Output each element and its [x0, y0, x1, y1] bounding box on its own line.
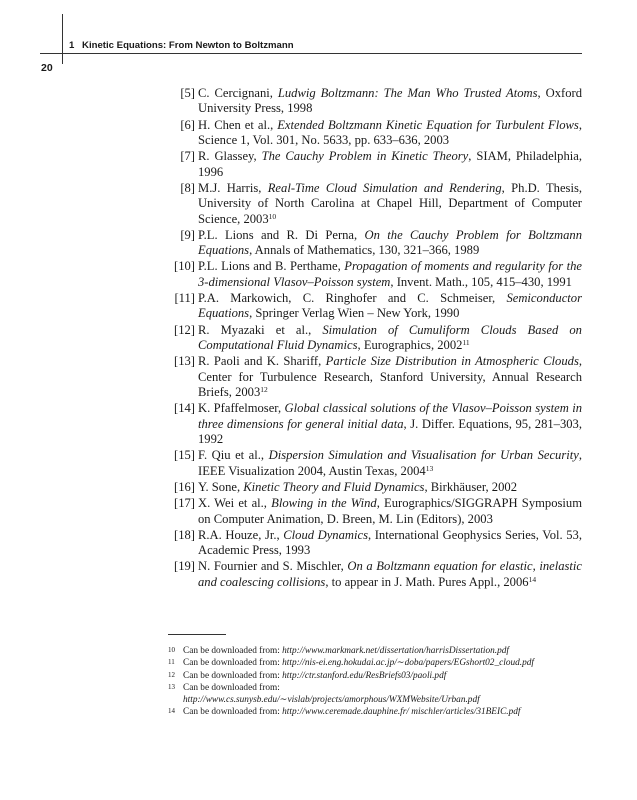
reference-number: [19]	[174, 559, 195, 574]
reference-details: , Oxford University Press, 1998	[198, 86, 583, 116]
reference-number: [14]	[174, 401, 195, 416]
reference-title: The Cauchy Problem in Kinetic Theory	[261, 149, 469, 164]
footnote-url: http://www.ceremade.dauphine.fr/ mischler/articles/31BEIC.pdf	[282, 707, 521, 718]
page-number: 20	[41, 62, 53, 74]
footnote-url: http://www.cs.sunysb.edu/∼vislab/projects/amorphous/WXMWebsite/Urban.pdf	[183, 695, 480, 706]
footnote-rule	[168, 634, 226, 635]
reference-title: Particle Size Distribution in Atmospheric Clouds	[325, 354, 579, 369]
reference-title: Real-Time Cloud Simulation and Rendering	[267, 180, 502, 195]
reference-item	[162, 480, 582, 495]
reference-title: Extended Boltzmann Kinetic Equation for Turbulent Flows	[277, 117, 579, 132]
reference-details: , Invent. Math., 105, 415–430, 1991	[390, 274, 572, 289]
reference-item	[162, 259, 582, 290]
reference-authors: P.L. Lions and B. Perthame,	[198, 259, 345, 274]
chapter-title: Kinetic Equations: From Newton to Boltzmann	[82, 40, 294, 51]
reference-item	[162, 528, 582, 559]
footnote-number: 13	[168, 682, 175, 691]
reference-item	[162, 181, 582, 227]
reference-details: , Ph.D. Thesis, University of North Carolina at Chapel Hill, Department of Computer Science, 2003	[198, 180, 582, 226]
reference-item	[162, 291, 582, 322]
reference-title: Kinetic Theory and Fluid Dynamics	[243, 479, 425, 494]
footnote-text: Can be downloaded from:	[183, 682, 280, 693]
reference-details: , Center for Turbulence Research, Stanford University, Annual Research Briefs, 2003	[198, 354, 582, 400]
reference-authors: M.J. Harris,	[198, 180, 268, 195]
reference-title: Cloud Dynamics	[283, 527, 368, 542]
reference-item	[162, 118, 582, 149]
chapter-number: 1	[69, 40, 75, 51]
reference-authors: P.L. Lions and R. Di Perna,	[198, 227, 365, 242]
footnote-marker: 12	[260, 385, 268, 395]
reference-authors: Y. Sone,	[198, 479, 244, 494]
reference-authors: K. Pfaffelmoser,	[198, 401, 285, 416]
reference-details: , Birkhäuser, 2002	[424, 479, 517, 494]
running-head	[69, 40, 294, 51]
reference-authors: R. Paoli and K. Shariff,	[198, 354, 326, 369]
reference-title: On the Cauchy Problem for Boltzmann Equations	[198, 227, 582, 258]
footnote-marker: 11	[462, 338, 470, 348]
footnote-url: http://nis-ei.eng.hokudai.ac.jp/∼doba/papers/EGshort02_cloud.pdf	[282, 658, 534, 669]
reference-details: , Eurographics, 2002	[357, 338, 463, 353]
reference-details: , International Geophysics Series, Vol. 53, Academic Press, 1993	[198, 527, 582, 558]
reference-authors: R.A. Houze, Jr.,	[198, 527, 284, 542]
footnote-text: Can be downloaded from:	[183, 707, 283, 718]
reference-details: , SIAM, Philadelphia, 1996	[198, 149, 582, 179]
reference-details: , Springer Verlag Wien – New York, 1990	[249, 306, 460, 321]
reference-authors: C. Cercignani,	[198, 86, 278, 100]
reference-item	[162, 86, 582, 117]
reference-number: [9]	[180, 227, 195, 242]
header-vertical-rule	[62, 14, 63, 64]
footnote-number: 14	[168, 707, 175, 716]
reference-number: [17]	[174, 496, 195, 511]
footnote-list	[168, 645, 588, 719]
reference-item	[162, 559, 582, 590]
reference-number: [6]	[180, 117, 195, 132]
reference-title: Ludwig Boltzmann: The Man Who Trusted Atoms	[277, 86, 538, 100]
reference-number: [12]	[174, 322, 195, 337]
reference-authors: H. Chen et al.,	[198, 117, 278, 132]
reference-authors: N. Fournier and S. Mischler,	[198, 559, 348, 574]
reference-details: , IEEE Visualization 2004, Austin Texas, 2004	[198, 448, 582, 478]
header-horizontal-rule	[40, 53, 582, 54]
reference-number: [5]	[180, 86, 195, 100]
footnote	[168, 694, 588, 706]
reference-item	[162, 323, 582, 354]
reference-number: [15]	[174, 448, 195, 463]
reference-item	[162, 448, 582, 479]
footnote-text: Can be downloaded from:	[183, 658, 283, 669]
reference-title: On a Boltzmann equation for elastic, inelastic and coalescing collisions	[198, 559, 582, 589]
reference-item	[162, 149, 582, 180]
footnote-text: Can be downloaded from:	[183, 646, 283, 656]
reference-title: Semiconductor Equations	[198, 291, 582, 321]
reference-item	[162, 354, 582, 400]
reference-number: [18]	[174, 527, 195, 542]
footnote-url: http://ctr.stanford.edu/ResBriefs03/paoli.pdf	[282, 670, 447, 681]
footnote-number: 12	[168, 670, 175, 679]
footnote	[168, 682, 588, 694]
reference-authors: R. Myazaki et al.,	[198, 322, 323, 337]
footnote-text: Can be downloaded from:	[183, 670, 283, 681]
reference-details: , Science 1, Vol. 301, No. 5633, pp. 633–636, 2003	[198, 117, 582, 148]
footnote-url: http://www.markmark.net/dissertation/harrisDissertation.pdf	[282, 646, 509, 656]
reference-item	[162, 496, 582, 527]
reference-number: [10]	[174, 259, 195, 274]
reference-number: [8]	[180, 180, 195, 195]
reference-authors: X. Wei et al.,	[198, 496, 272, 511]
footnote-marker: 14	[528, 574, 537, 584]
footnote-number: 11	[168, 658, 175, 667]
footnote	[168, 706, 588, 718]
reference-item	[162, 401, 582, 447]
reference-details: , J. Differ. Equations, 95, 281–303, 1992	[198, 416, 583, 447]
footnote-marker: 13	[425, 463, 434, 473]
reference-number: [11]	[174, 291, 195, 306]
reference-details: , to appear in J. Math. Pures Appl., 2006	[325, 574, 529, 589]
reference-title: Blowing in the Wind	[271, 496, 377, 511]
reference-number: [16]	[174, 479, 195, 494]
reference-title: Dispersion Simulation and Visualisation for Urban Security	[268, 448, 579, 463]
footnote	[168, 645, 588, 657]
reference-title: Global classical solutions of the Vlasov–Poisson system in three dimensions for general initial data	[198, 401, 583, 431]
reference-authors: R. Glassey,	[198, 149, 262, 164]
reference-number: [7]	[180, 149, 195, 164]
footnote	[168, 670, 588, 682]
footnote	[168, 657, 588, 669]
reference-details: , Eurographics/SIGGRAPH Symposium on Computer Animation, D. Breen, M. Lin (Editors), 2003	[198, 496, 582, 526]
reference-title: Propagation of moments and regularity for the 3-dimensional Vlasov–Poisson system	[198, 259, 582, 289]
reference-item	[162, 228, 582, 259]
reference-list	[162, 86, 582, 591]
footnote-number: 10	[168, 646, 175, 654]
reference-number: [13]	[174, 354, 195, 369]
reference-authors: P.A. Markowich, C. Ringhofer and C. Schmeiser,	[198, 291, 507, 306]
reference-details: , Annals of Mathematics, 130, 321–366, 1989	[249, 243, 480, 258]
reference-authors: F. Qiu et al.,	[198, 448, 269, 463]
reference-title: Simulation of Cumuliform Clouds Based on Computational Fluid Dynamics	[198, 322, 582, 353]
footnote-marker: 10	[268, 211, 277, 221]
